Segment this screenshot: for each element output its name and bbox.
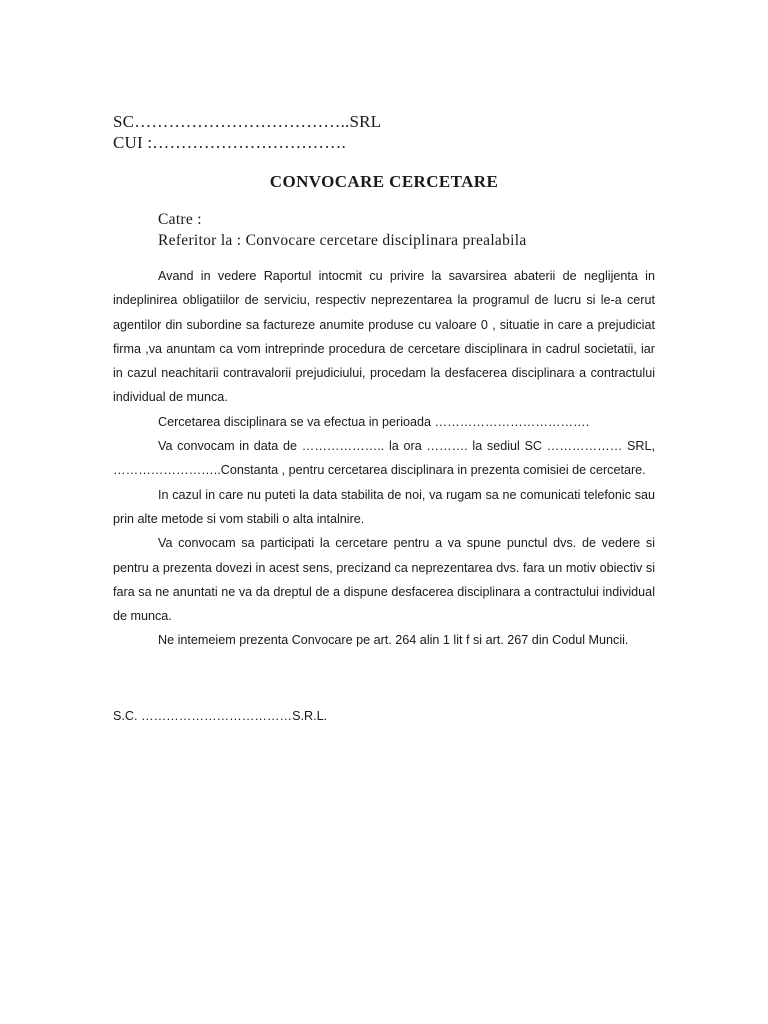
signature-line: S.C. ………………………………S.R.L. <box>113 709 328 723</box>
document-title: CONVOCARE CERCETARE <box>269 172 499 191</box>
cui-line: CUI :……………………………. <box>113 133 346 152</box>
body-paragraph: Va convocam sa participati la cercetare pentru a va spune punctul dvs. de vedere si pentru a prezenta dovezi in acest sens, precizand ca neprezentarea dvs. fara un motiv obiectiv si fara sa ne anuntati ne va da dreptul de a dispune desfacerea disciplinara a contractului individual de munca. <box>113 536 655 624</box>
body-paragraph: Cercetarea disciplinara se va efectua in perioada ………………………………. <box>158 414 590 429</box>
recipient-line: Catre : <box>158 211 202 228</box>
body-paragraph: Avand in vedere Raportul intocmit cu privire la savarsirea abaterii de neglijenta in indeplinirea obligatiilor de serviciu, respectiv neprezentarea la programul de lucru si le-a cerut agentilor din subordine sa factureze anumite produse cu valoare 0 , situatie in care a prejudiciat firma ,va anuntam ca vom intreprinde procedura de cercetare disciplinara in cadrul societatii, iar in cazul neachitarii contravalorii prejudiciului, procedam la desfacerea disciplinara a contractului individual de munca. <box>113 269 655 405</box>
company-line: SC………………………………..SRL <box>113 112 382 131</box>
subject-line: Referitor la : Convocare cercetare disciplinara prealabila <box>158 232 527 249</box>
document-body <box>113 264 655 653</box>
body-paragraph: Ne intemeiem prezenta Convocare pe art. 264 alin 1 lit f si art. 267 din Codul Muncii. <box>158 633 629 648</box>
body-paragraph: In cazul in care nu puteti la data stabilita de noi, va rugam sa ne comunicati telefonic sau prin alte metode si vom stabili o alta intalnire. <box>113 487 655 526</box>
body-paragraph: Va convocam in data de ……………….. la ora ………. la sediul SC ……………… SRL, ……………………..Constanta , pentru cercetarea disciplinara in prezenta comisiei de cercetare. <box>113 439 655 478</box>
